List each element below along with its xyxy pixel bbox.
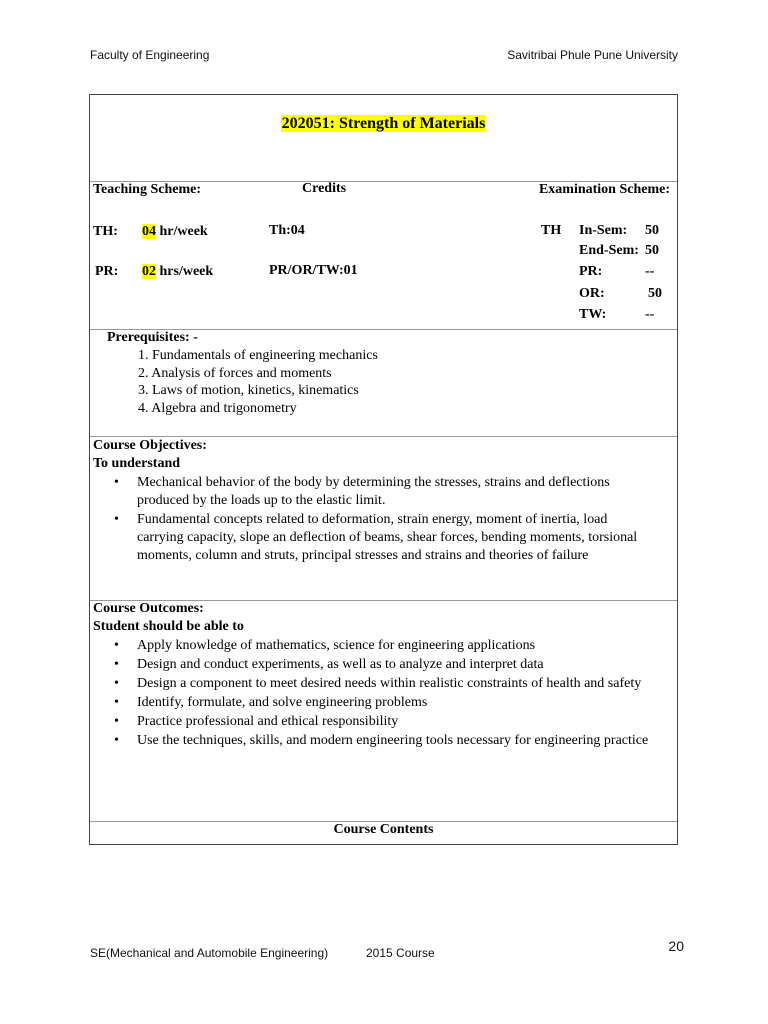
page-footer-course: 2015 Course (366, 946, 435, 960)
objectives-heading: Course Objectives: (93, 438, 207, 453)
exam-insem-label: In-Sem: (579, 223, 628, 238)
pr-hours: 02 hrs/week (142, 264, 214, 279)
objectives-subheading: To understand (93, 456, 181, 471)
credits-label: Credits (302, 181, 347, 196)
exam-or-label: OR: (579, 286, 605, 301)
exam-tw-value: -- (645, 307, 655, 322)
list-item: • Practice professional and ethical responsibility (90, 713, 650, 731)
list-item: 1. Fundamentals of engineering mechanics (138, 348, 378, 363)
th-hours: 04 hr/week (142, 224, 208, 239)
page-header-right: Savitribai Phule Pune University (507, 48, 678, 62)
pr-label: PR: (95, 264, 119, 279)
prerequisites-heading: Prerequisites: - (107, 330, 198, 345)
objectives-list (90, 474, 650, 566)
divider-prereq (90, 436, 677, 437)
page-footer-left: SE(Mechanical and Automobile Engineering) (90, 946, 329, 960)
th-credits: Th:04 (269, 223, 305, 238)
list-item: • Use the techniques, skills, and modern engineering tools necessary for engineering practice (90, 732, 650, 750)
list-item: • Design and conduct experiments, as well as to analyze and interpret data (90, 656, 650, 674)
exam-tw-label: TW: (579, 307, 607, 322)
exam-scheme-label: Examination Scheme: (538, 182, 670, 197)
list-item: 2. Analysis of forces and moments (138, 365, 332, 381)
exam-or-value: 50 (648, 286, 662, 301)
exam-pr-value: -- (645, 264, 655, 279)
th-label: TH: (93, 224, 118, 239)
exam-endsem-label: End-Sem: (579, 243, 639, 258)
course-contents-heading: Course Contents (333, 822, 434, 837)
list-item: • Design a component to meet desired needs within realistic constraints of health and safety (90, 675, 650, 693)
list-item: • Fundamental concepts related to deformation, strain energy, moment of inertia, load carrying capacity, slope an deflection of beams, shear forces, bending moments, torsional moments, column and struts, principal stresses and strains and theories of failure (90, 511, 650, 565)
outcomes-subheading: Student should be able to (93, 619, 244, 634)
list-item: 4. Algebra and trigonometry (138, 400, 297, 416)
page-header-left: Faculty of Engineering (90, 48, 210, 62)
exam-endsem-value: 50 (645, 243, 659, 258)
page-number: 20 (668, 938, 684, 954)
course-title: 202051: Strength of Materials (281, 115, 486, 132)
list-item: • Identify, formulate, and solve engineering problems (90, 694, 650, 712)
list-item: 3. Laws of motion, kinetics, kinematics (138, 383, 359, 398)
teaching-scheme-label: Teaching Scheme: (93, 182, 201, 197)
exam-insem-value: 50 (645, 223, 659, 238)
syllabus-table (89, 94, 678, 845)
list-item: • Apply knowledge of mathematics, science for engineering applications (90, 637, 650, 655)
exam-th-label: TH (541, 223, 562, 238)
list-item: • Mechanical behavior of the body by determining the stresses, strains and deflections produced by the loads up to the elastic limit. (90, 474, 650, 510)
pr-credits: PR/OR/TW:01 (269, 263, 358, 278)
outcomes-list (90, 637, 650, 751)
prerequisites-list (138, 347, 378, 417)
outcomes-heading: Course Outcomes: (93, 601, 204, 616)
exam-pr-label: PR: (579, 264, 603, 279)
